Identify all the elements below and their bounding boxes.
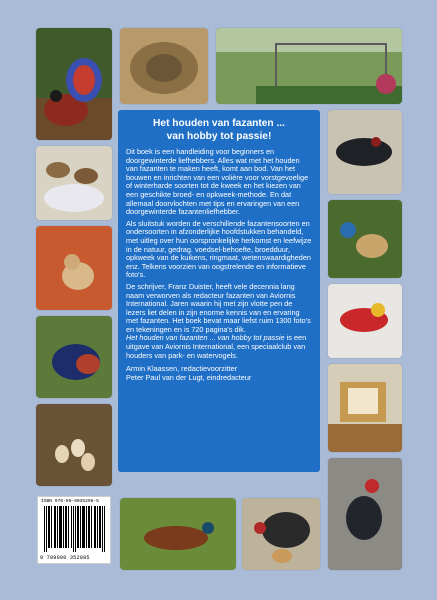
paragraph-species: Als sluitstuk worden de verschillende fazantensoorten en ondersoorten in afzonderlijke hoofdstukken behandeld, met uitleg over hun oorspronkelijke herkomst en leefwijze in de natuur, gedrag. voedsel-behoefte, broedduur, opkweek van de kuikens, ringmaat, wetenswaardigheden enz. Telkens voorzien van oogstrelende en informatieve foto's. (126, 218, 312, 280)
photo-incubator (328, 364, 402, 452)
title-line-2: van hobby tot passie! (166, 130, 272, 142)
barcode-bars (44, 506, 106, 552)
signatures (126, 365, 312, 383)
photo-black-pheasant-flying (328, 110, 402, 194)
photo-tragopan-pheasant (36, 28, 112, 140)
photo-nest-eggs (120, 28, 208, 104)
paragraph-author (126, 283, 312, 360)
title-line-1: Het houden van fazanten ... (153, 118, 285, 129)
photo-golden-pheasant (328, 284, 402, 358)
photo-aviary (216, 28, 402, 104)
signature-final-editor: Peter Paul van der Lugt, eindredacteur (126, 373, 252, 383)
photo-kalij-pheasant (328, 458, 402, 570)
description-panel (118, 110, 320, 472)
isbn-label: ISBN 978-90-9035298-5 (41, 499, 99, 504)
book-title-italic: Het houden van fazanten ... van hobby tot passie (126, 333, 285, 343)
photo-chick (36, 226, 112, 310)
photo-hen-with-chicks (242, 498, 320, 570)
signature-editor-chair: Armin Klaassen, redactievoorzitter (126, 364, 238, 374)
isbn-barcode (37, 496, 111, 564)
photo-egg-nest (36, 404, 112, 486)
publisher-note: is een uitgave van Aviornis International, een speciaalclub van houders van park- en watervogels. (126, 333, 307, 360)
paragraph-author-text: De schrijver, Franz Duister, heeft vele decennia lang naam verworven als redacteur fazanten van Aviornis International. Jaren waarin hij met zijn vlotte pen de lezers liet delen in zijn enorme kennis van en ervaring met fazanten. Het boek bevat maar liefst ruim 1300 foto's en tekeningen en is 720 pagina's dik. (126, 281, 311, 334)
photo-quail-feeding (36, 146, 112, 220)
paragraph-intro: Dit boek is een handleiding voor beginners en doorgewinterde liefhebbers. Alles wat met het houden van fazanten te maken heeft, komt aan bod. Van het bouwen en inrichten van een volière voor vorstgevoelige of winterharde soorten tot de kweek en het kiezen van een geschikte broed- en opkweek-methode. En dat allemaal doorvlochten met tips en ervaringen van een doorgewinterde fazantenliefhebber. (126, 147, 309, 217)
photo-blue-pheasant (36, 316, 112, 398)
photo-ring-necked-pheasant (120, 498, 236, 570)
back-cover-title (126, 118, 312, 143)
photo-pheasant-with-chicks (328, 200, 402, 278)
barcode-digits: 9 789090 352985 (40, 555, 90, 561)
